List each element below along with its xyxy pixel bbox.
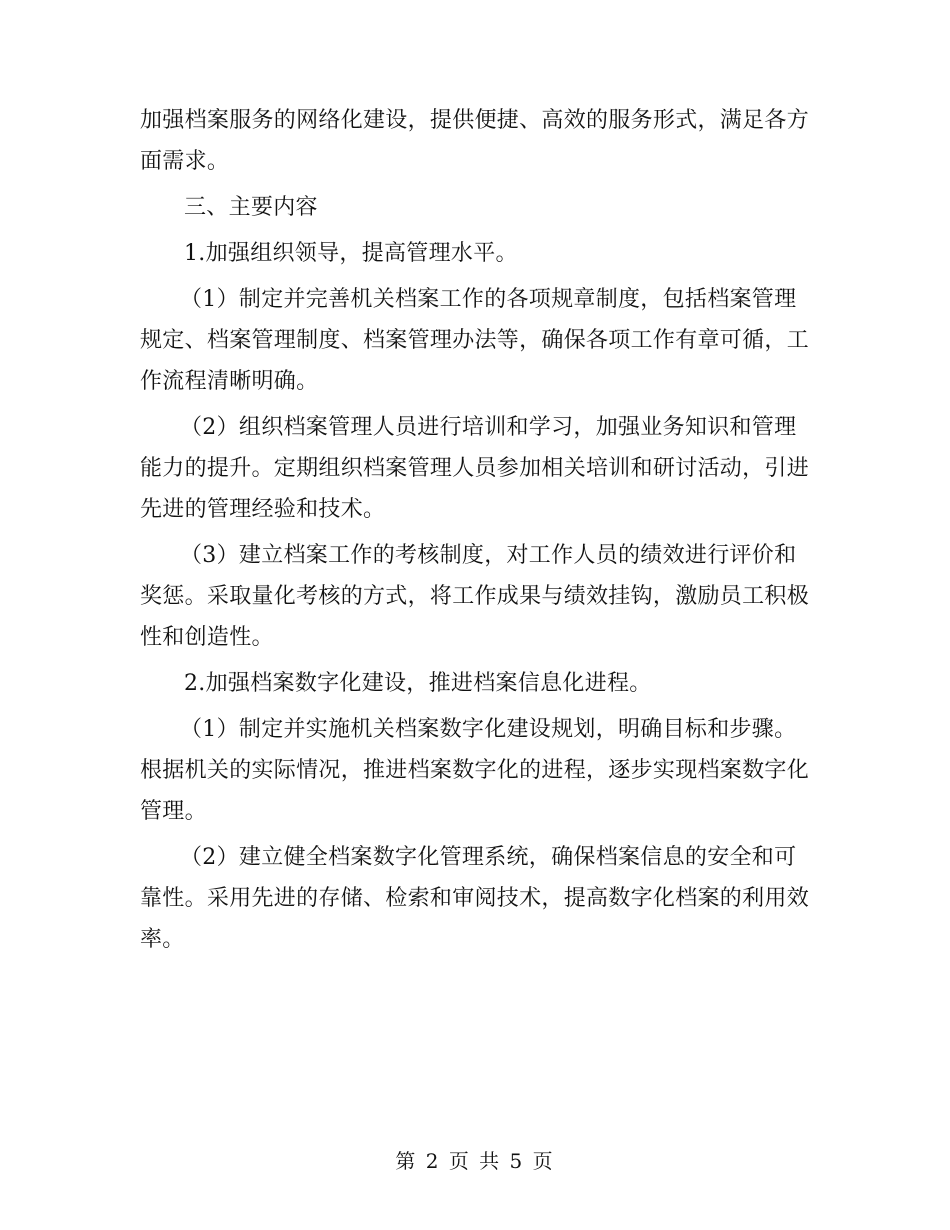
page-footer: 第 2 页 共 5 页	[395, 1149, 555, 1173]
paragraph-item-1-2: （2）组织档案管理人员进行培训和学习，加强业务知识和管理能力的提升。定期组织档案管理人员参加相关培训和研讨活动，引进先进的管理经验和技术。	[140, 415, 810, 522]
section-heading-main-content: 三、主要内容	[184, 195, 318, 220]
paragraph-item-2-1: （1）制定并实施机关档案数字化建设规划，明确目标和步骤。根据机关的实际情况，推进档案数字化的进程，逐步实现档案数字化管理。	[140, 717, 810, 824]
document-body	[140, 100, 810, 965]
subheading-digitization: 2.加强档案数字化建设，推进档案信息化进程。	[184, 671, 652, 696]
paragraph-item-1-3: （3）建立档案工作的考核制度，对工作人员的绩效进行评价和奖惩。采取量化考核的方式，将工作成果与绩效挂钩，激励员工积极性和创造性。	[140, 543, 810, 650]
paragraph-item-1-1: （1）制定并完善机关档案工作的各项规章制度，包括档案管理规定、档案管理制度、档案管理办法等，确保各项工作有章可循，工作流程清晰明确。	[140, 287, 810, 394]
subheading-organization: 1.加强组织领导，提高管理水平。	[184, 241, 518, 266]
paragraph-continuation: 加强档案服务的网络化建设，提供便捷、高效的服务形式，满足各方面需求。	[140, 108, 810, 174]
paragraph-item-2-2: （2）建立健全档案数字化管理系统，确保档案信息的安全和可靠性。采用先进的存储、检索和审阅技术，提高数字化档案的利用效率。	[140, 845, 810, 952]
